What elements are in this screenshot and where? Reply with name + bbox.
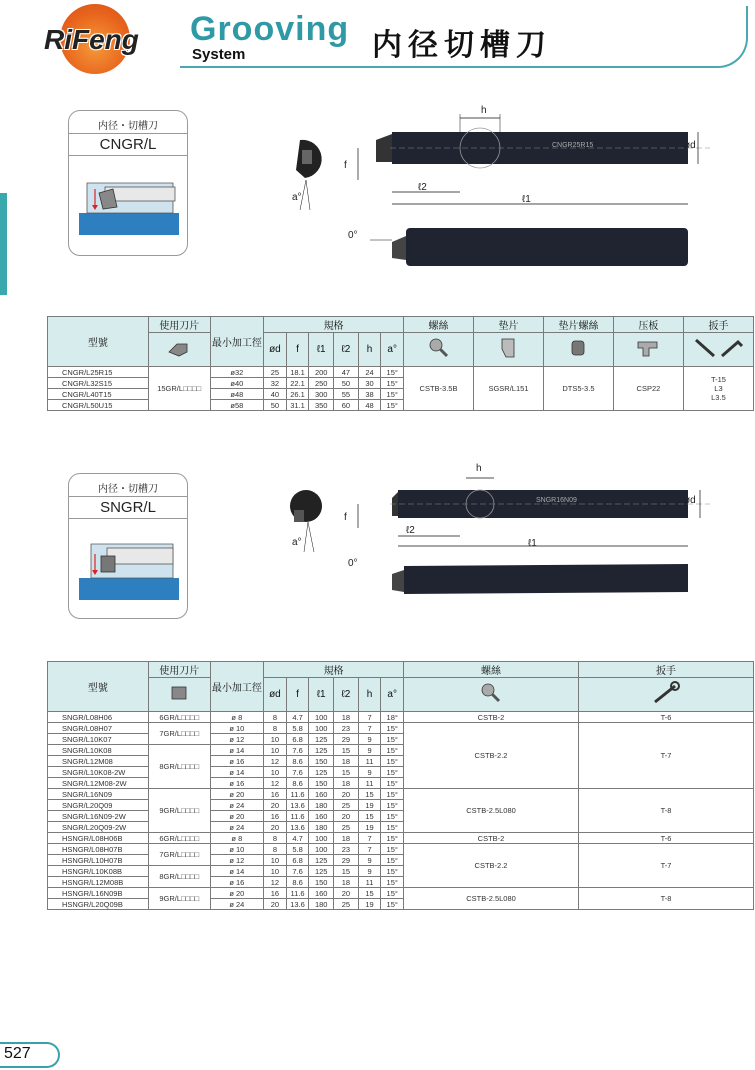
cell-h: 9	[358, 767, 381, 778]
cell-min-bore: ø 10	[210, 844, 264, 855]
cell-model: HSNGR/L08H06B	[48, 833, 149, 844]
cell-model: SNGR/L08H07	[48, 723, 149, 734]
cell-f: 11.6	[286, 888, 309, 899]
spec-col-l2: ℓ2	[334, 678, 359, 712]
cell-l2: 15	[334, 866, 359, 877]
cell-insert: 6GR/L□□□□	[148, 833, 210, 844]
cell-f: 13.6	[286, 822, 309, 833]
cell-model: HSNGR/L12M08B	[48, 877, 149, 888]
cell-h: 9	[358, 734, 381, 745]
cell-l1: 200	[309, 367, 334, 378]
table-row	[48, 789, 754, 800]
dim-d: ød	[684, 495, 696, 506]
cell-a: 15°	[381, 756, 404, 767]
spec-col-h: h	[358, 333, 381, 367]
cell-d: 12	[264, 877, 287, 888]
cell-screw: CSTB-2.5L080	[404, 789, 579, 833]
cell-min-bore: ø 12	[210, 855, 264, 866]
cell-l1: 125	[309, 866, 334, 877]
cell-wrench: T-8	[578, 789, 753, 833]
cell-min-bore: ø 20	[210, 811, 264, 822]
cell-l2: 20	[334, 811, 359, 822]
side-accent-bar	[0, 193, 7, 295]
cell-a: 15°	[381, 745, 404, 756]
cell-f: 8.6	[286, 877, 309, 888]
boring-illustration-icon	[77, 526, 181, 612]
table-row	[48, 367, 754, 378]
cell-l2: 18	[334, 833, 359, 844]
cell-screw: CSTB-2.2	[404, 723, 579, 789]
cell-a: 18°	[381, 712, 404, 723]
cell-min-bore: ø 14	[210, 866, 264, 877]
insert-icon	[148, 678, 210, 712]
cell-l2: 29	[334, 734, 359, 745]
cell-h: 38	[358, 389, 381, 400]
cell-a: 15°	[381, 734, 404, 745]
cell-h: 11	[358, 756, 381, 767]
dim-l1: ℓ1	[528, 538, 537, 549]
cell-wrench: T-6	[578, 712, 753, 723]
cell-a: 15°	[381, 877, 404, 888]
card-label: 内径・切槽刀	[98, 121, 158, 132]
cell-h: 7	[358, 723, 381, 734]
dim-f: f	[344, 160, 347, 171]
cell-l1: 300	[309, 389, 334, 400]
cell-model: SNGR/L16N09	[48, 789, 149, 800]
cell-d: 50	[264, 400, 287, 411]
col-insert: 使用刀片	[148, 662, 210, 678]
cell-a: 15°	[381, 899, 404, 910]
table-row	[48, 723, 754, 734]
cell-min-bore: ø40	[210, 378, 264, 389]
cell-l2: 18	[334, 756, 359, 767]
cell-f: 5.8	[286, 723, 309, 734]
cell-d: 12	[264, 778, 287, 789]
cell-min-bore: ø 20	[210, 789, 264, 800]
col-wrench: 扳手	[578, 662, 753, 678]
spec-col-f: f	[286, 333, 309, 367]
cell-l2: 25	[334, 822, 359, 833]
col-shim-screw: 垫片螺絲	[543, 317, 613, 333]
cell-d: 10	[264, 734, 287, 745]
cell-screw: CSTB-2	[404, 833, 579, 844]
cell-a: 15°	[381, 866, 404, 877]
cell-a: 15°	[381, 367, 404, 378]
cell-f: 8.6	[286, 756, 309, 767]
cell-l1: 160	[309, 811, 334, 822]
cell-h: 15	[358, 789, 381, 800]
col-screw: 螺絲	[404, 317, 474, 333]
cell-model: SNGR/L20Q09	[48, 800, 149, 811]
cell-a: 15°	[381, 778, 404, 789]
page-title-cn: 内径切槽刀	[372, 28, 552, 63]
cell-min-bore: ø48	[210, 389, 264, 400]
cell-min-bore: ø 20	[210, 888, 264, 899]
cell-d: 32	[264, 378, 287, 389]
cell-insert: 15GR/L□□□□	[148, 367, 210, 411]
cell-l2: 50	[334, 378, 359, 389]
spec-col-d: ød	[264, 333, 287, 367]
cell-a: 15°	[381, 855, 404, 866]
cell-model: HSNGR/L08H07B	[48, 844, 149, 855]
cell-model: CNGR/L40T15	[48, 389, 149, 400]
cell-f: 11.6	[286, 811, 309, 822]
cell-min-bore: ø 14	[210, 767, 264, 778]
wrench-icon	[578, 678, 753, 712]
cell-l1: 100	[309, 712, 334, 723]
dim-l2: ℓ2	[406, 525, 415, 536]
page-number: 527	[4, 1045, 31, 1062]
spec-col-a: a°	[381, 678, 404, 712]
cell-d: 25	[264, 367, 287, 378]
dim-a: a°	[292, 537, 302, 548]
dim-f: f	[344, 512, 347, 523]
cell-clamp: CSP22	[613, 367, 683, 411]
cell-h: 11	[358, 877, 381, 888]
cell-l1: 160	[309, 789, 334, 800]
cell-d: 16	[264, 811, 287, 822]
cell-d: 10	[264, 866, 287, 877]
cell-model: HSNGR/L10K08B	[48, 866, 149, 877]
dim-0: 0°	[348, 230, 358, 241]
cell-min-bore: ø 16	[210, 778, 264, 789]
cell-screw: CSTB-2.5L080	[404, 888, 579, 910]
cell-l2: 23	[334, 723, 359, 734]
col-wrench: 扳手	[683, 317, 753, 333]
cell-min-bore: ø 12	[210, 734, 264, 745]
spec-col-l1: ℓ1	[309, 678, 334, 712]
cell-d: 8	[264, 723, 287, 734]
cell-h: 9	[358, 866, 381, 877]
cell-shim-screw: DTS5-3.5	[543, 367, 613, 411]
cell-wrench	[683, 367, 753, 411]
cell-insert: 7GR/L□□□□	[148, 723, 210, 745]
col-min-bore: 最小加工徑	[210, 662, 264, 712]
cell-min-bore: ø58	[210, 400, 264, 411]
spec-col-f: f	[286, 678, 309, 712]
cell-h: 15	[358, 811, 381, 822]
boring-illustration-icon	[77, 163, 181, 249]
cell-min-bore: ø 24	[210, 800, 264, 811]
spec-col-a: a°	[381, 333, 404, 367]
cell-a: 15°	[381, 723, 404, 734]
cell-insert: 9GR/L□□□□	[148, 888, 210, 910]
cell-f: 6.8	[286, 734, 309, 745]
cell-h: 7	[358, 844, 381, 855]
cell-h: 7	[358, 712, 381, 723]
col-clamp: 压板	[613, 317, 683, 333]
cell-l2: 20	[334, 888, 359, 899]
cell-model: SNGR/L10K08	[48, 745, 149, 756]
cell-f: 22.1	[286, 378, 309, 389]
cell-f: 7.6	[286, 866, 309, 877]
spec-col-d: ød	[264, 678, 287, 712]
cell-f: 4.7	[286, 712, 309, 723]
table-row	[48, 712, 754, 723]
cell-insert: 6GR/L□□□□	[148, 712, 210, 723]
page-subtitle: System	[192, 46, 246, 63]
cell-h: 19	[358, 800, 381, 811]
cell-model: CNGR/L50U15	[48, 400, 149, 411]
cell-d: 16	[264, 789, 287, 800]
cell-l1: 180	[309, 899, 334, 910]
cell-model: HSNGR/L20Q09B	[48, 899, 149, 910]
cell-f: 13.6	[286, 800, 309, 811]
cell-wrench: T-7	[578, 723, 753, 789]
card-code: CNGR/L	[69, 133, 187, 156]
cell-d: 8	[264, 833, 287, 844]
cell-a: 15°	[381, 800, 404, 811]
cell-a: 15°	[381, 844, 404, 855]
cell-f: 8.6	[286, 778, 309, 789]
clamp-icon	[613, 333, 683, 367]
cell-l2: 25	[334, 899, 359, 910]
cell-a: 15°	[381, 833, 404, 844]
cell-l2: 47	[334, 367, 359, 378]
cell-model: SNGR/L10K08-2W	[48, 767, 149, 778]
screw-icon	[404, 333, 474, 367]
cell-model: HSNGR/L10H07B	[48, 855, 149, 866]
cell-a: 15°	[381, 822, 404, 833]
table-row	[48, 844, 754, 855]
cell-screw: CSTB-2.2	[404, 844, 579, 888]
cell-insert: 9GR/L□□□□	[148, 789, 210, 833]
col-model: 型號	[48, 662, 149, 712]
cell-d: 10	[264, 855, 287, 866]
insert-icon	[148, 333, 210, 367]
cell-l1: 100	[309, 833, 334, 844]
cngr-spec-table	[47, 316, 754, 411]
cell-d: 12	[264, 756, 287, 767]
cell-l1: 100	[309, 723, 334, 734]
cell-insert: 8GR/L□□□□	[148, 866, 210, 888]
cell-screw: CSTB-3.5B	[404, 367, 474, 411]
product-card-sngr	[68, 473, 188, 619]
dim-l1: ℓ1	[522, 194, 531, 205]
cell-model: SNGR/L12M08	[48, 756, 149, 767]
cell-model: SNGR/L12M08-2W	[48, 778, 149, 789]
cell-h: 11	[358, 778, 381, 789]
cell-l1: 150	[309, 756, 334, 767]
cell-f: 31.1	[286, 400, 309, 411]
table-row	[48, 888, 754, 899]
col-screw: 螺絲	[404, 662, 579, 678]
cell-h: 19	[358, 899, 381, 910]
sngr-spec-table	[47, 661, 754, 910]
card-label: 内径・切槽刀	[98, 484, 158, 495]
cell-min-bore: ø32	[210, 367, 264, 378]
cell-min-bore: ø 10	[210, 723, 264, 734]
spec-col-l2: ℓ2	[334, 333, 359, 367]
cell-l1: 125	[309, 767, 334, 778]
dim-d: ød	[684, 140, 696, 151]
cell-insert: 8GR/L□□□□	[148, 745, 210, 789]
cell-h: 30	[358, 378, 381, 389]
cell-model: HSNGR/L16N09B	[48, 888, 149, 899]
shim-icon	[474, 333, 544, 367]
cell-d: 10	[264, 745, 287, 756]
cell-f: 7.6	[286, 767, 309, 778]
cell-l1: 125	[309, 855, 334, 866]
cell-l1: 125	[309, 734, 334, 745]
cell-l2: 29	[334, 855, 359, 866]
col-spec: 規格	[264, 317, 404, 333]
cell-f: 4.7	[286, 833, 309, 844]
cell-l1: 150	[309, 778, 334, 789]
cell-a: 15°	[381, 389, 404, 400]
dim-h: h	[481, 105, 487, 116]
cell-a: 15°	[381, 888, 404, 899]
cell-model: SNGR/L10K07	[48, 734, 149, 745]
cell-min-bore: ø 16	[210, 756, 264, 767]
cell-l2: 15	[334, 767, 359, 778]
cell-model: SNGR/L08H06	[48, 712, 149, 723]
dim-a: a°	[292, 192, 302, 203]
cell-a: 15°	[381, 811, 404, 822]
cell-d: 20	[264, 899, 287, 910]
dim-h: h	[476, 463, 482, 474]
cell-wrench: T-6	[578, 833, 753, 844]
dim-l2: ℓ2	[418, 182, 427, 193]
cell-l2: 55	[334, 389, 359, 400]
wrench-item: T-15	[710, 375, 726, 384]
page-title: Grooving	[190, 10, 350, 48]
cell-f: 11.6	[286, 789, 309, 800]
cell-min-bore: ø 24	[210, 822, 264, 833]
cell-insert: 7GR/L□□□□	[148, 844, 210, 866]
cell-l2: 15	[334, 745, 359, 756]
cell-f: 6.8	[286, 855, 309, 866]
table-row	[48, 833, 754, 844]
cell-l2: 18	[334, 778, 359, 789]
col-shim: 垫片	[474, 317, 544, 333]
cell-h: 7	[358, 833, 381, 844]
cell-d: 8	[264, 712, 287, 723]
screw-icon	[404, 678, 579, 712]
wrench-item: L3	[714, 384, 723, 393]
spec-col-l1: ℓ1	[309, 333, 334, 367]
wrench-icon	[683, 333, 753, 367]
cell-l1: 100	[309, 844, 334, 855]
cell-f: 5.8	[286, 844, 309, 855]
cell-l1: 180	[309, 800, 334, 811]
cell-l2: 20	[334, 789, 359, 800]
cell-model: SNGR/L20Q09-2W	[48, 822, 149, 833]
cell-a: 15°	[381, 400, 404, 411]
cell-f: 26.1	[286, 389, 309, 400]
cell-h: 24	[358, 367, 381, 378]
cell-min-bore: ø 14	[210, 745, 264, 756]
cell-screw: CSTB-2	[404, 712, 579, 723]
shank-marking: CNGR25R15	[552, 142, 594, 149]
cell-wrench: T-8	[578, 888, 753, 910]
cell-d: 20	[264, 822, 287, 833]
cell-d: 8	[264, 844, 287, 855]
cell-wrench: T-7	[578, 844, 753, 888]
cell-a: 15°	[381, 378, 404, 389]
cell-model: CNGR/L25R15	[48, 367, 149, 378]
col-spec: 規格	[264, 662, 404, 678]
cell-a: 15°	[381, 767, 404, 778]
dim-0: 0°	[348, 558, 358, 569]
product-card-cngr	[68, 110, 188, 256]
cell-l1: 150	[309, 877, 334, 888]
cell-h: 9	[358, 745, 381, 756]
cell-h: 48	[358, 400, 381, 411]
cell-l2: 23	[334, 844, 359, 855]
shim-screw-icon	[543, 333, 613, 367]
cell-shim: SGSR/L151	[474, 367, 544, 411]
cell-min-bore: ø 16	[210, 877, 264, 888]
cell-f: 7.6	[286, 745, 309, 756]
spec-col-h: h	[358, 678, 381, 712]
cell-l1: 160	[309, 888, 334, 899]
card-code: SNGR/L	[69, 496, 187, 519]
col-insert: 使用刀片	[148, 317, 210, 333]
cell-l2: 60	[334, 400, 359, 411]
cell-f: 18.1	[286, 367, 309, 378]
cell-model: SNGR/L16N09-2W	[48, 811, 149, 822]
cell-d: 20	[264, 800, 287, 811]
cell-l1: 350	[309, 400, 334, 411]
cell-d: 10	[264, 767, 287, 778]
shank-marking: SNGR16N09	[536, 497, 577, 504]
cell-h: 9	[358, 855, 381, 866]
brand-logo: RiFeng	[44, 24, 139, 55]
wrench-item: L3.5	[711, 393, 726, 402]
sngr-technical-drawing	[280, 460, 720, 610]
cell-min-bore: ø 24	[210, 899, 264, 910]
cell-l1: 180	[309, 822, 334, 833]
cell-f: 13.6	[286, 899, 309, 910]
cell-min-bore: ø 8	[210, 833, 264, 844]
cell-a: 15°	[381, 789, 404, 800]
cell-l2: 25	[334, 800, 359, 811]
cell-l2: 18	[334, 712, 359, 723]
cell-min-bore: ø 8	[210, 712, 264, 723]
col-model: 型號	[48, 317, 149, 367]
cell-model: CNGR/L32S15	[48, 378, 149, 389]
cell-d: 16	[264, 888, 287, 899]
cngr-technical-drawing	[280, 100, 720, 280]
col-min-bore: 最小加工徑	[210, 317, 264, 367]
cell-h: 15	[358, 888, 381, 899]
cell-l2: 18	[334, 877, 359, 888]
cell-l1: 125	[309, 745, 334, 756]
cell-h: 19	[358, 822, 381, 833]
cell-d: 40	[264, 389, 287, 400]
cell-l1: 250	[309, 378, 334, 389]
